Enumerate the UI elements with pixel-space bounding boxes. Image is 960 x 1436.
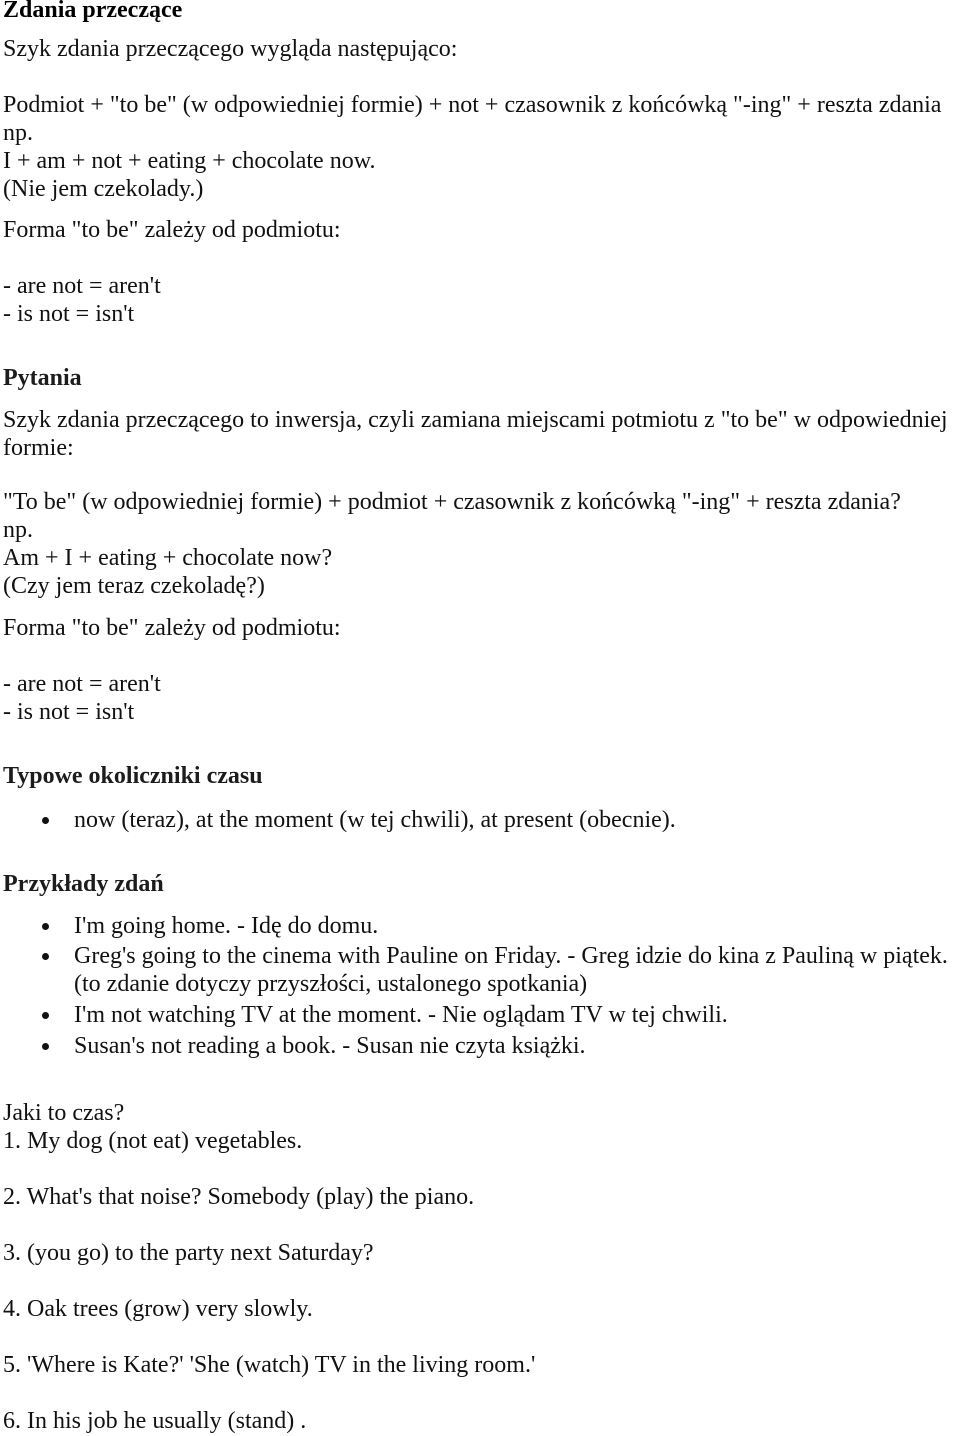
negative-intro: Szyk zdania przeczącego wygląda następująco: xyxy=(3,36,458,62)
exercise-item-4: 4. Oak trees (grow) very slowly. xyxy=(3,1296,313,1322)
list-item xyxy=(0,1032,960,1060)
questions-intro-line-2: formie: xyxy=(3,435,74,461)
heading-examples: Przykłady zdań xyxy=(3,871,164,897)
questions-np-label: np. xyxy=(3,517,33,543)
bullet-icon xyxy=(42,1012,49,1019)
questions-form-are: - are not = aren't xyxy=(3,671,161,697)
heading-questions: Pytania xyxy=(3,365,82,391)
exercise-item-3: 3. (you go) to the party next Saturday? xyxy=(3,1240,374,1266)
heading-negative-sentences: Zdania przeczące xyxy=(3,0,183,23)
list-item-text: now (teraz), at the moment (w tej chwili), at present (obecnie). xyxy=(74,807,676,833)
exercise-item-2: 2. What's that noise? Somebody (play) the piano. xyxy=(3,1184,475,1210)
bullet-icon xyxy=(42,953,49,960)
list-item-text: I'm going home. - Idę do domu. xyxy=(74,913,379,939)
bullet-icon xyxy=(42,817,49,824)
bullet-icon xyxy=(42,1043,49,1050)
questions-formula: "To be" (w odpowiedniej formie) + podmiot + czasownik z końcówką "-ing" + reszta zdania? xyxy=(3,489,901,515)
list-item-continuation: (to zdanie dotyczy przyszłości, ustalonego spotkania) xyxy=(74,971,588,997)
questions-form-is: - is not = isn't xyxy=(3,699,135,725)
questions-translation: (Czy jem teraz czekoladę?) xyxy=(3,573,265,599)
list-item xyxy=(0,912,960,940)
bullet-icon xyxy=(42,923,49,930)
list-item xyxy=(0,806,960,834)
list-item xyxy=(0,1001,960,1029)
questions-form-note: Forma "to be" zależy od podmiotu: xyxy=(3,615,341,641)
list-item xyxy=(0,942,960,970)
negative-np-label: np. xyxy=(3,120,33,146)
negative-form-is: - is not = isn't xyxy=(3,301,135,327)
exercise-title: Jaki to czas? xyxy=(3,1100,125,1126)
questions-intro-line-1: Szyk zdania przeczącego to inwersja, czyli zamiana miejscami potmiotu z "to be" w odpowiedniej xyxy=(3,407,948,433)
list-item-text: Greg's going to the cinema with Pauline on Friday. - Greg idzie do kina z Pauliną w piątek. xyxy=(74,943,948,969)
negative-translation: (Nie jem czekolady.) xyxy=(3,176,204,202)
exercise-item-6: 6. In his job he usually (stand) . xyxy=(3,1408,307,1434)
negative-form-are: - are not = aren't xyxy=(3,273,161,299)
list-item-text: I'm not watching TV at the moment. - Nie oglądam TV w tej chwili. xyxy=(74,1002,728,1028)
negative-formula: Podmiot + "to be" (w odpowiedniej formie) + not + czasownik z końcówką "-ing" + reszta zdania xyxy=(3,92,942,118)
negative-example: I + am + not + eating + chocolate now. xyxy=(3,148,376,174)
exercise-item-1: 1. My dog (not eat) vegetables. xyxy=(3,1128,303,1154)
negative-form-note: Forma "to be" zależy od podmiotu: xyxy=(3,217,341,243)
list-item-text: Susan's not reading a book. - Susan nie czyta książki. xyxy=(74,1033,586,1059)
exercise-item-5: 5. 'Where is Kate?' 'She (watch) TV in the living room.' xyxy=(3,1352,536,1378)
questions-example: Am + I + eating + chocolate now? xyxy=(3,545,333,571)
heading-time-expressions: Typowe okoliczniki czasu xyxy=(3,763,263,789)
